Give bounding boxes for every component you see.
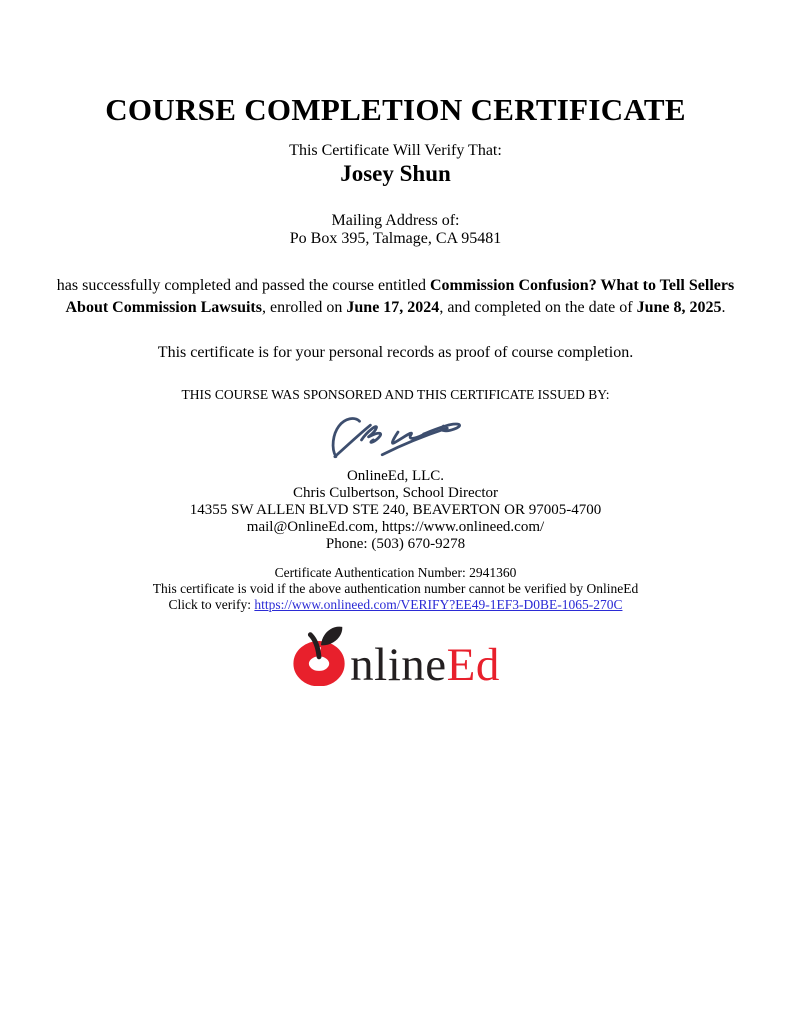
- auth-verify-line: [0, 597, 791, 613]
- auth-void-line: This certificate is void if the above authentication number cannot be verified by OnlineEd: [152, 581, 639, 597]
- issuer-address: 14355 SW ALLEN BLVD STE 240, BEAVERTON OR 97005-4700: [189, 502, 602, 519]
- verify-link-label: Click to verify:: [168, 597, 255, 613]
- certificate-title: COURSE COMPLETION CERTIFICATE: [105, 92, 686, 127]
- verify-statement: This Certificate Will Verify That:: [289, 142, 502, 160]
- enrolled-date: June 17, 2024: [346, 299, 440, 317]
- signature-area: [0, 410, 791, 462]
- issuer-director: Chris Culbertson, School Director: [293, 485, 498, 502]
- completed-joiner: , and completed on the date of: [439, 299, 637, 317]
- logo-wordmark: [350, 639, 500, 692]
- authentication-block: [0, 565, 791, 613]
- issuer-phone: Phone: (503) 670-9278: [325, 536, 466, 553]
- apple-o-icon: [291, 622, 349, 686]
- enrolled-joiner: , enrolled on: [261, 299, 347, 317]
- sponsor-heading: THIS COURSE WAS SPONSORED AND THIS CERTIFICATE ISSUED BY:: [181, 387, 610, 403]
- mailing-address-block: [0, 212, 791, 248]
- mailing-address-label: Mailing Address of:: [331, 212, 460, 230]
- completion-statement-prefix: has successfully completed and passed the course entitled: [56, 277, 430, 295]
- logo-text-nline: nline: [350, 639, 447, 692]
- personal-records-note: This certificate is for your personal records as proof of course completion.: [157, 344, 634, 362]
- auth-number-line: Certificate Authentication Number: 2941360: [274, 565, 517, 581]
- issuer-org: OnlineEd, LLC.: [346, 468, 445, 485]
- completion-statement: [0, 275, 791, 319]
- issuer-block: [0, 468, 791, 553]
- onlineed-logo: [0, 622, 791, 692]
- signature-icon: [327, 411, 465, 461]
- mailing-address-value: Po Box 395, Talmage, CA 95481: [289, 230, 502, 248]
- issuer-contact: mail@OnlineEd.com, https://www.onlineed.com/: [246, 519, 545, 536]
- logo-text-ed: Ed: [446, 639, 500, 692]
- completed-date: June 8, 2025: [636, 299, 722, 317]
- course-title: Commission Confusion? What to Tell Sellers About Commission Lawsuits: [65, 277, 735, 317]
- statement-suffix: .: [721, 299, 726, 317]
- verify-link[interactable]: https://www.onlineed.com/VERIFY?EE49-1EF3-D0BE-1065-270C: [254, 597, 623, 613]
- student-name: Josey Shun: [340, 161, 451, 187]
